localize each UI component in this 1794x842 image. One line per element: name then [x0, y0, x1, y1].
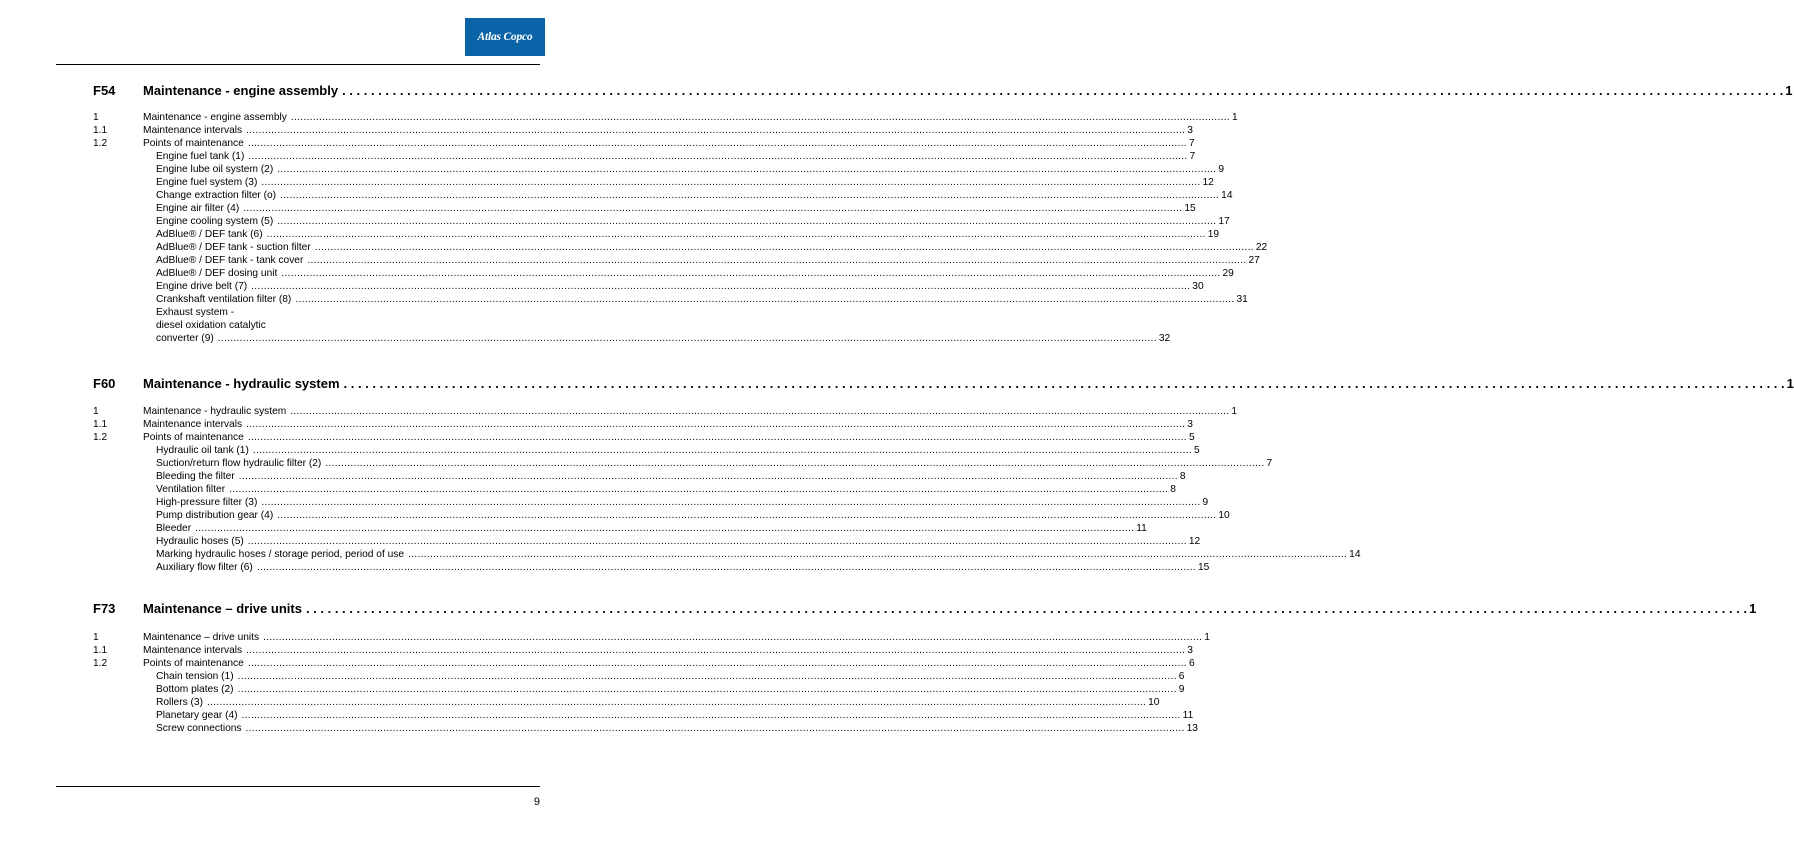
entry-page-number: 29 [1222, 268, 1234, 279]
leader-dots: ............................................................................................................................................................................................................................................................................................................ [277, 216, 1217, 227]
entry-page-number: 10 [1218, 510, 1230, 521]
entry-title: Maintenance – drive units [143, 632, 260, 643]
leader-dots: ............................................................................................................................................................................................................................................................................................................ [241, 710, 1181, 721]
toc-entry[interactable] [0, 215, 1230, 228]
entry-page-number: 14 [1349, 549, 1361, 560]
toc-entry[interactable] [0, 670, 1185, 683]
section-code: F60 [93, 376, 116, 391]
leader-dots: ............................................................................................................................................................................................................................................................................................................ [256, 562, 1196, 573]
section-heading[interactable] [0, 83, 1793, 101]
leader-dots: ............................................................................................................................................................................................................................................................................................................ [281, 268, 1221, 279]
entry-title: Maintenance intervals [143, 125, 243, 136]
toc-entry[interactable] [0, 124, 1193, 137]
entry-title: Points of maintenance [143, 138, 244, 149]
entry-title: Rollers (3) [156, 697, 203, 708]
leader-dots: ............................................................................................................................................................................................................................................................................................................ [206, 697, 1147, 708]
leader-dots: ............................................................................................................................................................................................................................................................................................................ [263, 632, 1203, 643]
logo-text: Atlas Copco [477, 31, 533, 43]
entry-title: diesel oxidation catalytic [156, 320, 266, 331]
entry-title: Screw connections [156, 723, 242, 734]
leader-dots: . . . . . . . . . . . . . . . . . . . . . . . . . . . . . . . . . . . . . . . . . . . . . . . . . . . . . . . . . . . . . . . . . . . . . . . . . . . . . . . . . . . . . . . . . . . . . . . . . . . . . . . . . . . . . . . . . . . . . . . . . . . . . . . . . . . . . . . . . . . . . . . . . . . . . . . . . . . . . . . . . . . . . . . . . . . . . . . . . . . . . . . . . . . . . . . . . . . . . . . . [342, 83, 1784, 98]
leader-dots: ............................................................................................................................................................................................................................................................................................................ [246, 125, 1186, 136]
entry-page-number: 8 [1170, 484, 1176, 495]
entry-title: AdBlue® / DEF tank - suction filter [156, 242, 311, 253]
entry-title: Exhaust system - [156, 307, 235, 318]
section-page-number: 1 [1786, 376, 1794, 391]
entry-number: 1.2 [93, 138, 108, 149]
toc-entry[interactable] [0, 319, 595, 332]
leader-dots: ............................................................................................................................................................................................................................................................................................................ [252, 445, 1192, 456]
toc-entry[interactable] [0, 241, 1268, 254]
entry-page-number: 15 [1197, 562, 1210, 573]
leader-dots: ............................................................................................................................................................................................................................................................................................................ [246, 645, 1186, 656]
entry-page-number: 7 [1266, 458, 1273, 469]
section-title: Maintenance – drive units [143, 601, 302, 616]
toc-entry[interactable] [0, 644, 1193, 657]
leader-dots: ............................................................................................................................................................................................................................................................................................................ [290, 112, 1230, 123]
leader-dots: ............................................................................................................................................................................................................................................................................................................ [247, 658, 1187, 669]
toc-entry[interactable] [0, 522, 1147, 535]
entry-title: Chain tension (1) [156, 671, 234, 682]
entry-page-number: 17 [1218, 216, 1230, 227]
entry-page-number: 15 [1184, 203, 1196, 214]
entry-number: 1.1 [93, 645, 108, 656]
leader-dots: . . . . . . . . . . . . . . . . . . . . . . . . . . . . . . . . . . . . . . . . . . . . . . . . . . . . . . . . . . . . . . . . . . . . . . . . . . . . . . . . . . . . . . . . . . . . . . . . . . . . . . . . . . . . . . . . . . . . . . . . . . . . . . . . . . . . . . . . . . . . . . . . . . . . . . . . . . . . . . . . . . . . . . . . . . . . . . . . . . . . . . . . . . . . . . . . . . . . . . . . [343, 376, 1785, 391]
entry-page-number: 9 [1178, 684, 1185, 695]
entry-page-number: 32 [1158, 333, 1171, 344]
toc-entry[interactable] [0, 418, 1193, 431]
entry-page-number: 5 [1193, 445, 1200, 456]
leader-dots: ............................................................................................................................................................................................................................................................................................................ [290, 406, 1230, 417]
toc-entry[interactable] [0, 202, 1196, 215]
entry-number: 1.1 [93, 125, 108, 136]
entry-title: converter (9) [156, 333, 214, 344]
toc-entry[interactable] [0, 548, 1361, 561]
entry-title: Bleeder [156, 523, 192, 534]
toc-entry[interactable] [0, 457, 1273, 470]
section-title: Maintenance - engine assembly [143, 83, 339, 98]
entry-page-number: 3 [1187, 645, 1193, 656]
entry-page-number: 1 [1231, 112, 1238, 123]
toc-entry[interactable] [0, 254, 1260, 267]
leader-dots: ............................................................................................................................................................................................................................................................................................................ [237, 671, 1177, 682]
leader-dots: ............................................................................................................................................................................................................................................................................................................ [247, 138, 1187, 149]
entry-page-number: 5 [1188, 432, 1195, 443]
entry-title: Crankshaft ventilation filter (8) [156, 294, 292, 305]
toc-entry[interactable] [0, 509, 1230, 522]
leader-dots: ............................................................................................................................................................................................................................................................................................................ [295, 294, 1235, 305]
section-code: F73 [93, 601, 116, 616]
toc-entry[interactable] [0, 709, 1194, 722]
leader-dots: ............................................................................................................................................................................................................................................................................................................ [247, 536, 1187, 547]
leader-dots: ............................................................................................................................................................................................................................................................................................................ [261, 177, 1201, 188]
entry-number: 1.1 [93, 419, 108, 430]
entry-page-number: 8 [1179, 471, 1186, 482]
leader-dots: ............................................................................................................................................................................................................................................................................................................ [277, 164, 1217, 175]
toc-entry[interactable] [0, 631, 1210, 644]
leader-dots: ............................................................................................................................................................................................................................................................................................................ [217, 333, 1157, 344]
header-divider [56, 64, 540, 65]
entry-title: High-pressure filter (3) [156, 497, 258, 508]
toc-entry[interactable] [0, 683, 1185, 696]
toc-entry[interactable] [0, 176, 1214, 189]
leader-dots: ............................................................................................................................................................................................................................................................................................................ [195, 523, 1135, 534]
entry-number: 1 [93, 632, 99, 643]
entry-page-number: 7 [1189, 151, 1196, 162]
entry-title: Pump distribution gear (4) [156, 510, 274, 521]
entry-number: 1.2 [93, 432, 108, 443]
entry-title: Engine cooling system (5) [156, 216, 274, 227]
entry-page-number: 12 [1188, 536, 1201, 547]
toc-entry[interactable] [0, 280, 1204, 293]
toc-entry[interactable] [0, 111, 1238, 124]
leader-dots: ............................................................................................................................................................................................................................................................................................................ [245, 723, 1185, 734]
entry-page-number: 9 [1218, 164, 1225, 175]
entry-title: Ventilation filter [156, 484, 226, 495]
entry-page-number: 1 [1231, 406, 1238, 417]
entry-title: Engine drive belt (7) [156, 281, 248, 292]
leader-dots: ............................................................................................................................................................................................................................................................................................................ [246, 419, 1186, 430]
section-page-number: 1 [1785, 83, 1793, 98]
entry-title: Hydraulic oil tank (1) [156, 445, 249, 456]
leader-dots: ............................................................................................................................................................................................................................................................................................................ [251, 281, 1191, 292]
leader-dots: ............................................................................................................................................................................................................................................................................................................ [229, 484, 1169, 495]
toc-entry[interactable] [0, 405, 1238, 418]
toc-entry[interactable] [0, 306, 595, 319]
entry-title: Planetary gear (4) [156, 710, 238, 721]
section-title: Maintenance - hydraulic system [143, 376, 340, 391]
entry-page-number: 12 [1202, 177, 1214, 188]
entry-page-number: 11 [1182, 710, 1194, 721]
leader-dots: ............................................................................................................................................................................................................................................................................................................ [237, 684, 1177, 695]
toc-entry[interactable] [0, 332, 1171, 345]
entry-title: AdBlue® / DEF tank - tank cover [156, 255, 304, 266]
entry-title: AdBlue® / DEF dosing unit [156, 268, 278, 279]
leader-dots: ............................................................................................................................................................................................................................................................................................................ [243, 203, 1183, 214]
toc-entry[interactable] [0, 431, 1195, 444]
entry-title: Engine fuel system (3) [156, 177, 258, 188]
entry-title: Maintenance intervals [143, 419, 243, 430]
leader-dots: ............................................................................................................................................................................................................................................................................................................ [266, 229, 1206, 240]
entry-number: 1 [93, 112, 99, 123]
toc-entry[interactable] [0, 535, 1201, 548]
leader-dots: ............................................................................................................................................................................................................................................................................................................ [277, 510, 1217, 521]
entry-page-number: 1 [1204, 632, 1210, 643]
section-code: F54 [93, 83, 116, 98]
entry-page-number: 22 [1255, 242, 1268, 253]
entry-title: Points of maintenance [143, 658, 244, 669]
atlas-copco-logo [465, 18, 545, 56]
entry-number: 1 [93, 406, 99, 417]
entry-page-number: 6 [1188, 658, 1195, 669]
toc-entry[interactable] [0, 657, 1195, 670]
leader-dots: ............................................................................................................................................................................................................................................................................................................ [314, 242, 1254, 253]
leader-dots: ............................................................................................................................................................................................................................................................................................................ [280, 190, 1220, 201]
leader-dots: ............................................................................................................................................................................................................................................................................................................ [261, 497, 1201, 508]
entry-page-number: 27 [1248, 255, 1260, 266]
toc-entry[interactable] [0, 696, 1160, 709]
leader-dots: ............................................................................................................................................................................................................................................................................................................ [408, 549, 1348, 560]
leader-dots: ............................................................................................................................................................................................................................................................................................................ [307, 255, 1247, 266]
entry-page-number: 19 [1207, 229, 1220, 240]
entry-page-number: 31 [1236, 294, 1248, 305]
entry-title: Maintenance - engine assembly [143, 112, 287, 123]
entry-title: Marking hydraulic hoses / storage period, period of use [156, 549, 405, 560]
entry-page-number: 6 [1178, 671, 1185, 682]
entry-page-number: 30 [1192, 281, 1204, 292]
leader-dots: ............................................................................................................................................................................................................................................................................................................ [248, 151, 1188, 162]
entry-page-number: 3 [1187, 419, 1193, 430]
section-heading[interactable] [0, 601, 1757, 619]
entry-title: Auxiliary flow filter (6) [156, 562, 253, 573]
entry-title: Suction/return flow hydraulic filter (2) [156, 458, 322, 469]
entry-page-number: 9 [1202, 497, 1209, 508]
leader-dots: . . . . . . . . . . . . . . . . . . . . . . . . . . . . . . . . . . . . . . . . . . . . . . . . . . . . . . . . . . . . . . . . . . . . . . . . . . . . . . . . . . . . . . . . . . . . . . . . . . . . . . . . . . . . . . . . . . . . . . . . . . . . . . . . . . . . . . . . . . . . . . . . . . . . . . . . . . . . . . . . . . . . . . . . . . . . . . . . . . . . . . . . . . . . . . . . . . . . . . . . [305, 601, 1748, 616]
section-page-number: 1 [1749, 601, 1757, 616]
toc-entry[interactable] [0, 228, 1220, 241]
leader-dots: ............................................................................................................................................................................................................................................................................................................ [247, 432, 1187, 443]
toc-entry[interactable] [0, 561, 1210, 574]
toc-entry[interactable] [0, 470, 1186, 483]
entry-title: Maintenance - hydraulic system [143, 406, 287, 417]
toc-entry[interactable] [0, 483, 1176, 496]
entry-title: Bottom plates (2) [156, 684, 234, 695]
entry-page-number: 10 [1148, 697, 1160, 708]
footer-divider [56, 786, 540, 787]
entry-title: Hydraulic hoses (5) [156, 536, 244, 547]
toc-entry[interactable] [0, 444, 1200, 457]
leader-dots: ............................................................................................................................................................................................................................................................................................................ [238, 471, 1178, 482]
entry-page-number: 3 [1187, 125, 1193, 136]
toc-entry[interactable] [0, 293, 1248, 306]
entry-page-number: 13 [1186, 723, 1198, 734]
leader-dots: ............................................................................................................................................................................................................................................................................................................ [325, 458, 1265, 469]
entry-title: Maintenance intervals [143, 645, 243, 656]
entry-title: Engine fuel tank (1) [156, 151, 245, 162]
toc-entry[interactable] [0, 496, 1209, 509]
entry-title: Engine air filter (4) [156, 203, 240, 214]
entry-title: AdBlue® / DEF tank (6) [156, 229, 263, 240]
page-number: 9 [533, 796, 540, 808]
section-heading[interactable] [0, 376, 1794, 394]
toc-entry[interactable] [0, 722, 1198, 735]
toc-entry[interactable] [0, 267, 1234, 280]
entry-title: Bleeding the filter [156, 471, 235, 482]
entry-number: 1.2 [93, 658, 108, 669]
entry-page-number: 7 [1188, 138, 1195, 149]
entry-title: Engine lube oil system (2) [156, 164, 274, 175]
toc-entry[interactable] [0, 137, 1195, 150]
toc-entry[interactable] [0, 189, 1233, 202]
toc-entry[interactable] [0, 163, 1225, 176]
toc-entry[interactable] [0, 150, 1196, 163]
entry-title: Change extraction filter (o) [156, 190, 277, 201]
entry-page-number: 14 [1221, 190, 1233, 201]
entry-title: Points of maintenance [143, 432, 244, 443]
entry-page-number: 11 [1136, 523, 1147, 534]
